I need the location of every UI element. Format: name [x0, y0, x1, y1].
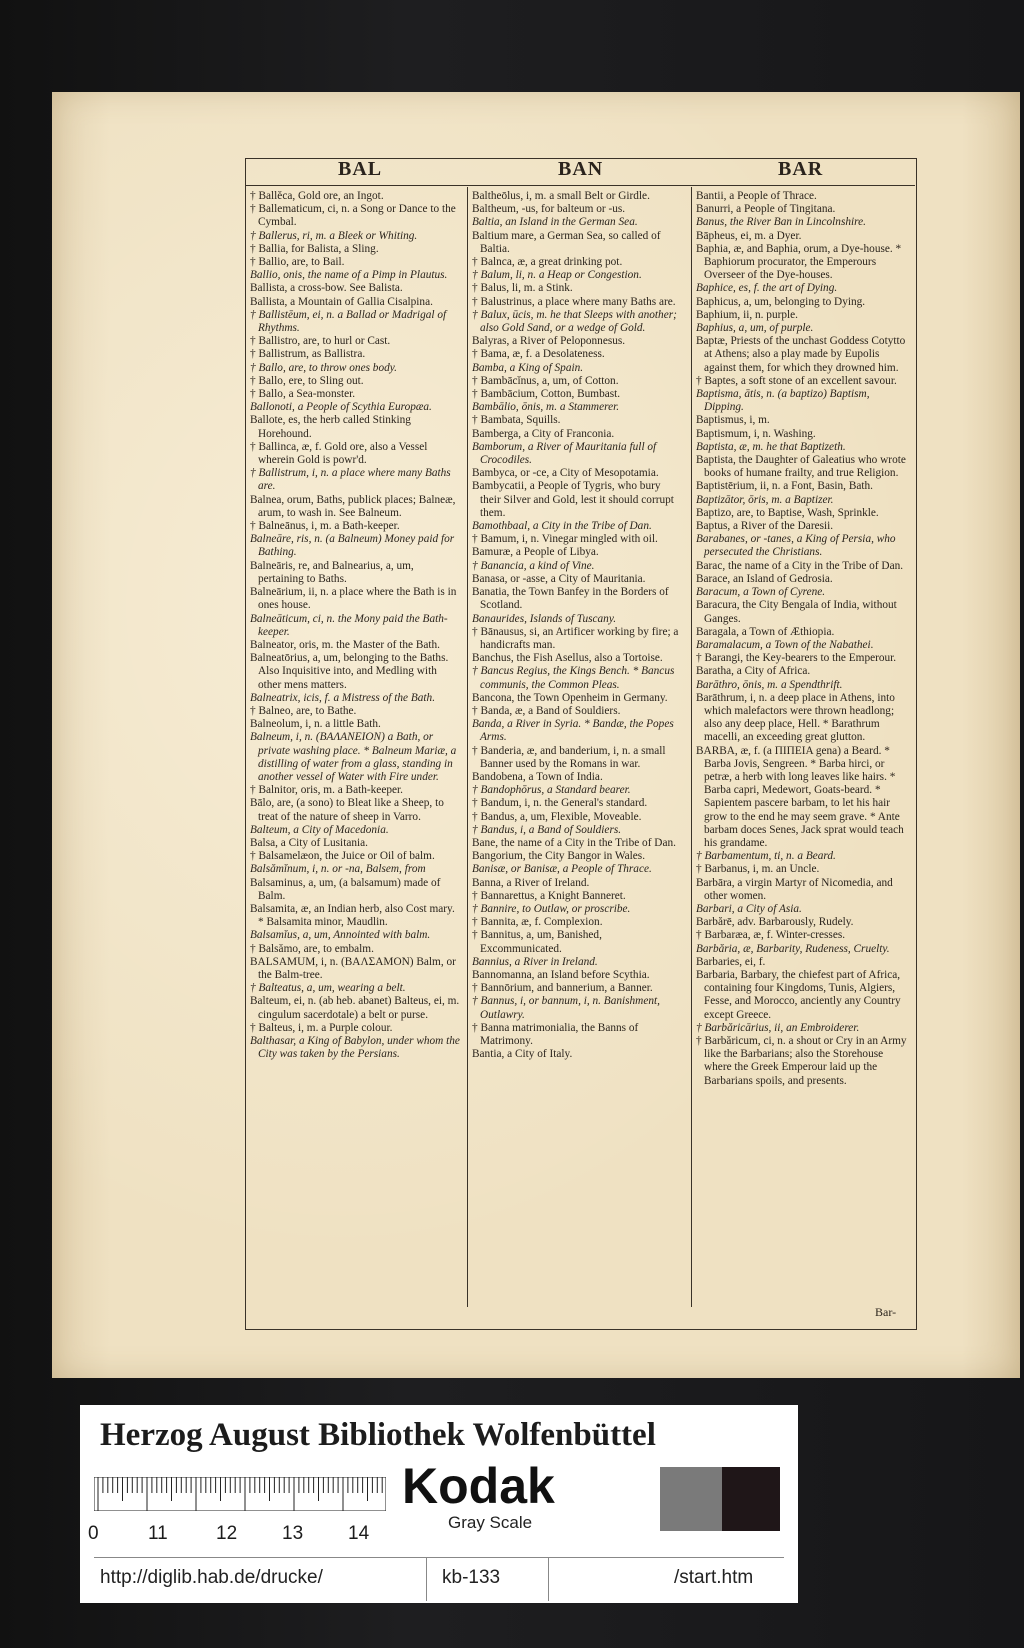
dictionary-entry: † Ballistrum, as Ballistra.	[250, 348, 366, 361]
dictionary-entry: Banna, a River of Ireland.	[472, 876, 590, 889]
dictionary-entry: Balneāticum, ci, n. the Mony paid the Bath-keeper.	[250, 612, 448, 638]
dictionary-entry: Baracura, the City Bengala of India, without Ganges.	[696, 599, 897, 625]
dictionary-entry: † Bandus, i, a Band of Souldiers.	[472, 823, 622, 836]
label-divider	[94, 1557, 784, 1558]
footer-separator	[548, 1557, 549, 1601]
column-rule-1	[467, 187, 468, 1307]
column-left	[250, 190, 462, 1302]
dictionary-entry: † Ballia, for Balista, a Sling.	[250, 242, 379, 255]
dictionary-entry: Balnea, orum, Baths, publick places; Balneæ, arum, to wash in. See Balneum.	[250, 493, 456, 519]
dictionary-entry: Banus, the River Ban in Lincolnshire.	[696, 216, 866, 229]
ruler-scale	[94, 1477, 386, 1511]
dictionary-entry: Barbāra, a virgin Martyr of Nicomedia, and other women.	[696, 876, 893, 902]
headword-right: BAR	[778, 158, 824, 180]
dictionary-entry: † Bambācĭnus, a, um, of Cotton.	[472, 374, 619, 387]
dictionary-entry: Balsamĭus, a, um, Annointed with balm.	[250, 929, 431, 942]
dictionary-entry: Banaurides, Islands of Tuscany.	[472, 612, 617, 625]
dictionary-entry: Baltheōlus, i, m. a small Belt or Girdle.	[472, 190, 650, 202]
dictionary-entry: † Balsamelæon, the Juice or Oil of balm.	[250, 850, 435, 863]
dictionary-entry: Bancona, the Town Openheim in Germany.	[472, 691, 668, 704]
ruler-number: 14	[348, 1523, 370, 1544]
dictionary-entry: † Barbăricārius, ii, an Embroiderer.	[696, 1021, 860, 1034]
dictionary-entry: Balteum, a City of Macedonia.	[250, 823, 389, 836]
dictionary-entry: Barbărē, adv. Barbarously, Rudely.	[696, 916, 854, 929]
dictionary-entry: Baptistērium, ii, n. a Font, Basin, Bath.	[696, 480, 873, 493]
dictionary-entry: Baptista, the Daughter of Galeatius who wrote books of humane frailty, and true Religion.	[696, 454, 906, 480]
dictionary-entry: Banchus, the Fish Asellus, also a Tortoise.	[472, 652, 663, 665]
dictionary-entry: Barace, an Island of Gedrosia.	[696, 572, 833, 585]
dictionary-entry: Baphia, æ, and Baphia, orum, a Dye-house. * Baphiorum procurator, the Emperours Overseer of the Dye-houses.	[696, 242, 902, 282]
library-title: Herzog August Bibliothek Wolfenbüttel	[100, 1417, 656, 1453]
dictionary-entry: Balsa, a City of Lusitania.	[250, 836, 368, 849]
dictionary-entry: † Barbamentum, ti, n. a Beard.	[696, 850, 836, 863]
dictionary-entry: Ballote, es, the herb called Stinking Horehound.	[250, 414, 411, 440]
dictionary-entry: † Bambācium, Cotton, Bumbast.	[472, 388, 621, 401]
dictionary-entry: † Bama, æ, f. a Desolateness.	[472, 348, 605, 361]
ruler-number: 11	[148, 1523, 168, 1544]
header-rule	[245, 185, 915, 186]
dictionary-entry: † Banna matrimonialia, the Banns of Matrimony.	[472, 1021, 639, 1047]
dictionary-entry: † Balteus, i, m. a Purple colour.	[250, 1021, 393, 1034]
dictionary-entry: † Barbanus, i, m. an Uncle.	[696, 863, 820, 876]
dictionary-entry: Bamborum, a River of Mauritania full of Crocodiles.	[472, 440, 657, 467]
dictionary-entry: Barāthrum, i, n. a deep place in Athens, into which malefactors were thrown headlong; also any deep place, Hell. * Barathrum macelli, an exceeding great glutton.	[696, 691, 895, 744]
dictionary-entry: Barbaries, ei, f.	[696, 955, 766, 968]
dictionary-entry: Baptus, a River of the Daresii.	[696, 520, 834, 533]
dictionary-entry: Baracum, a Town of Cyrene.	[696, 586, 826, 599]
dictionary-entry: † Ballinca, æ, f. Gold ore, also a Vessel wherein Gold is powr'd.	[250, 440, 428, 467]
dictionary-entry: Baptisma, ātis, n. (a baptizo) Baptism, Dipping.	[696, 388, 870, 414]
dictionary-entry: Balsămĭnum, i, n. or -na, Balsem, from	[250, 863, 426, 876]
dictionary-entry: Balsaminus, a, um, (a balsamum) made of Balm.	[250, 876, 441, 902]
dictionary-entry: † Balustrinus, a place where many Baths are.	[472, 295, 676, 308]
dictionary-entry: Balsamita, æ, an Indian herb, also Cost mary. * Balsamita minor, Maudlin.	[250, 902, 455, 929]
dictionary-entry: † Ballo, are, to throw ones body.	[250, 361, 397, 374]
dictionary-entry: Baphium, ii, n. purple.	[696, 308, 798, 321]
headword-left: BAL	[338, 158, 383, 180]
dictionary-entry: Ballista, a Mountain of Gallia Cisalpina.	[250, 295, 433, 308]
dictionary-entry: † Banda, æ, a Band of Souldiers.	[472, 704, 621, 717]
dictionary-entry: † Bandum, i, n. the General's standard.	[472, 797, 648, 810]
dictionary-entry: Barabanes, or -tanes, a King of Persia, who persecuted the Christians.	[696, 533, 896, 559]
archive-label	[80, 1405, 798, 1603]
dictionary-entry: † Ballo, a Sea-monster.	[250, 388, 356, 401]
dictionary-entry: † Balneānus, i, m. a Bath-keeper.	[250, 520, 400, 533]
dictionary-entry: Bamuræ, a People of Libya.	[472, 546, 599, 559]
dictionary-entry: Barac, the name of a City in the Tribe of Dan.	[696, 559, 904, 572]
dictionary-entry: † Balsămo, are, to embalm.	[250, 942, 374, 955]
dictionary-entry: Bannius, a River in Ireland.	[472, 955, 598, 968]
dictionary-entry: Baptizātor, ōris, m. a Baptizer.	[696, 493, 834, 506]
dictionary-entry: † Bamum, i, n. Vinegar mingled with oil.	[472, 533, 658, 546]
dictionary-entry: Balneatrix, icis, f. a Mistress of the Bath.	[250, 691, 436, 704]
headword-center: BAN	[558, 158, 604, 180]
dictionary-entry: Balneatōrius, a, um, belonging to the Baths. Also Inquisitive into, and Medling with other mens matters.	[250, 652, 449, 691]
dictionary-entry: Bamothbaal, a City in the Tribe of Dan.	[472, 520, 652, 533]
dictionary-entry: Barbăria, æ, Barbarity, Rudeness, Cruelty.	[696, 942, 890, 955]
dictionary-entry: † Bannitus, a, um, Banished, Excommunicated.	[472, 929, 602, 955]
dictionary-entry: Baphicus, a, um, belonging to Dying.	[696, 295, 866, 308]
dictionary-entry: Balyras, a River of Peloponnesus.	[472, 335, 626, 348]
dictionary-entry: † Ballio, are, to Bail.	[250, 256, 345, 269]
column-right	[696, 190, 908, 1302]
dictionary-entry: † Ballĕca, Gold ore, an Ingot.	[250, 190, 384, 202]
dictionary-entry: † Barbăricum, ci, n. a shout or Cry in an Army like the Barbarians; also the Storehouse where the Greek Emperour laid up the Barbarians spoils, and presents.	[696, 1035, 907, 1087]
column-rule-2	[691, 187, 692, 1307]
dictionary-entry: Baltia, an Island in the German Sea.	[472, 216, 638, 229]
dictionary-entry: † Bannōrium, and bannerium, a Banner.	[472, 982, 653, 995]
dictionary-entry: Banda, a River in Syria. * Bandæ, the Popes Arms.	[472, 718, 674, 744]
dictionary-entry: BALSAMUM, i, n. (ΒΑΛΣΑΜΟΝ) Balm, or the Balm-tree.	[250, 955, 456, 981]
dictionary-entry: Baramalacum, a Town of the Nabathei.	[696, 638, 874, 651]
dictionary-entry: Bane, the name of a City in the Tribe of Dan.	[472, 836, 676, 849]
dictionary-entry: † Bannire, to Outlaw, or proscribe.	[472, 902, 631, 915]
dictionary-entry: Bantii, a People of Thrace.	[696, 190, 817, 202]
dictionary-entry: † Barbaræa, æ, f. Winter-cresses.	[696, 929, 846, 942]
dictionary-entry: Bālo, are, (a sono) to Bleat like a Sheep, to treat of the nature of sheep in Varro.	[250, 797, 444, 823]
dictionary-entry: † Banancia, a kind of Vine.	[472, 559, 595, 572]
ruler-number: 12	[216, 1523, 238, 1544]
dictionary-entry: Banatia, the Town Banfey in the Borders of Scotland.	[472, 586, 669, 612]
dictionary-entry: Ballista, a cross-bow. See Balista.	[250, 282, 403, 295]
gray-swatch-dark	[722, 1467, 780, 1531]
dictionary-entry: † Bannita, æ, f. Complexion.	[472, 916, 603, 929]
dictionary-entry: Banisæ, or Banisæ, a People of Thrace.	[472, 863, 652, 876]
gray-scale-label: Gray Scale	[448, 1513, 533, 1532]
dictionary-entry: Bambycatii, a People of Tygris, who bury their Silver and Gold, lest it should corrupt them.	[472, 480, 674, 519]
ruler-numbers	[88, 1523, 388, 1547]
shelfmark-code: kb-133	[442, 1567, 501, 1588]
dictionary-entry: Balneāre, ris, n. (a Balneum) Money paid for Bathing.	[250, 533, 455, 559]
dictionary-entry: † Ballistrum, i, n. a place where many Baths are.	[250, 467, 451, 493]
dictionary-entry: † Balus, li, m. a Stink.	[472, 282, 573, 295]
dictionary-entry: † Balneo, are, to Bathe.	[250, 704, 357, 717]
dictionary-entry: Banasa, or -asse, a City of Mauritania.	[472, 572, 646, 585]
dictionary-entry: Bangorium, the City Bangor in Wales.	[472, 850, 646, 863]
catchword: Bar-	[875, 1305, 897, 1319]
dictionary-entry: Baratha, a City of Africa.	[696, 665, 811, 678]
dictionary-entry: † Bandophōrus, a Standard bearer.	[472, 784, 631, 797]
dictionary-entry: Ballonoti, a People of Scythia Europæa.	[250, 401, 432, 414]
dictionary-entry: † Ballerus, ri, m. a Bleek or Whiting.	[250, 229, 418, 242]
dictionary-entry: † Bancus Regius, the Kings Bench. * Bancus communis, the Common Pleas.	[472, 665, 675, 691]
dictionary-entry: Baphius, a, um, of purple.	[696, 322, 814, 335]
dictionary-entry: † Balux, ūcis, m. he that Sleeps with another; also Gold Sand, or a wedge of Gold.	[472, 308, 677, 335]
dictionary-entry: † Bambata, Squills.	[472, 414, 561, 427]
dictionary-entry: † Balnitor, oris, m. a Bath-keeper.	[250, 784, 403, 797]
dictionary-entry: Balneator, oris, m. the Master of the Bath.	[250, 638, 440, 651]
dictionary-entry: Balthasar, a King of Babylon, under whom the City was taken by the Persians.	[250, 1035, 460, 1061]
dictionary-entry: † Ballistro, are, to hurl or Cast.	[250, 335, 391, 348]
start-link: /start.htm	[674, 1567, 754, 1588]
dictionary-entry: Bamba, a King of Spain.	[472, 361, 584, 374]
dictionary-entry: Balneum, i, n. (ΒΑΛΑΝΕΙΟΝ) a Bath, or private washing place. * Balneum Mariæ, a distilling of water from a glass, standing in another vessel of Water with Fire under.	[250, 731, 457, 783]
dictionary-entry: † Bānausus, si, an Artificer working by fire; a handicrafts man.	[472, 625, 679, 651]
dictionary-entry: Baptismus, i, m.	[696, 414, 770, 427]
dictionary-entry: Banurri, a People of Tingitana.	[696, 203, 836, 216]
kodak-logo: Kodak	[402, 1458, 555, 1514]
dictionary-entry: BARBA, æ, f. (a ΠΙΠΕΙΑ gena) a Beard. * Barba Jovis, Sengreen. * Barba hirci, or petræ, a herb with long leaves like hairs. * Barba capri, Medewort, Goats-beard. * Sapientem pascere barbam, to let his hair grow to the end he may seem grave. * Ante barbam doces Senes, Jack sprat would teach his grandame.	[696, 744, 904, 849]
dictionary-entry: Ballio, onis, the name of a Pimp in Plautus.	[250, 269, 448, 282]
dictionary-entry: Baptæ, Priests of the unchast Goddess Cotytto at Athens; also a play made by Eupolis against them, for which they drowned him.	[696, 335, 906, 374]
dictionary-entry: † Balteatus, a, um, wearing a belt.	[250, 982, 406, 995]
dictionary-entry: † Bannus, i, or bannum, i, n. Banishment, Outlawry.	[472, 995, 660, 1021]
dictionary-entry: † Baptes, a soft stone of an excellent savour.	[696, 374, 897, 387]
gray-swatch-mid	[660, 1467, 722, 1531]
dictionary-entry: Bantia, a City of Italy.	[472, 1048, 573, 1061]
dictionary-entry: Baphice, es, f. the art of Dying.	[696, 282, 838, 295]
dictionary-entry: Barāthro, ōnis, m. a Spendthrift.	[696, 678, 843, 691]
dictionary-entry: Balneārium, ii, n. a place where the Bath is in ones house.	[250, 586, 457, 612]
dictionary-entry: Balneolum, i, n. a little Bath.	[250, 718, 381, 731]
dictionary-entry: Baptismum, i, n. Washing.	[696, 427, 816, 440]
column-center	[472, 190, 684, 1302]
dictionary-entry: Baltium mare, a German Sea, so called of Baltia.	[472, 229, 661, 255]
dictionary-entry: † Barangi, the Key-bearers to the Emperour.	[696, 652, 897, 665]
dictionary-entry: Bambālio, ōnis, m. a Stammerer.	[472, 401, 620, 414]
dictionary-entry: † Ballematicum, ci, n. a Song or Dance to the Cymbal.	[250, 203, 456, 229]
dictionary-entry: Barbaria, Barbary, the chiefest part of Africa, containing four Kingdoms, Tunis, Algiers, Fesse, and Morocco, anciently any Country except Greece.	[696, 968, 901, 1021]
dictionary-entry: Baptizo, are, to Baptise, Wash, Sprinkle.	[696, 506, 879, 519]
dictionary-entry: Barbari, a City of Asia.	[696, 902, 802, 915]
dictionary-entry: Bandobena, a Town of India.	[472, 770, 603, 783]
dictionary-entry: Bannomanna, an Island before Scythia.	[472, 968, 650, 981]
dictionary-entry: Balneāris, re, and Balnearius, a, um, pertaining to Baths.	[250, 559, 414, 585]
dictionary-entry: Baltheum, -us, for balteum or -us.	[472, 203, 626, 216]
footer-separator	[426, 1557, 427, 1601]
dictionary-entry: Bambyca, or -ce, a City of Mesopotamia.	[472, 467, 659, 480]
dictionary-entry: † Balnca, æ, a great drinking pot.	[472, 256, 623, 269]
dictionary-entry: Balteum, ei, n. (ab heb. abanet) Balteus, ei, m. cingulum sacerdotale) a belt or purse.	[250, 995, 460, 1021]
ruler-number: 0	[88, 1523, 99, 1544]
dictionary-entry: † Bannarettus, a Knight Banneret.	[472, 889, 626, 902]
dictionary-entry: † Bandus, a, um, Flexible, Moveable.	[472, 810, 642, 823]
dictionary-entry: † Ballo, ere, to Sling out.	[250, 374, 364, 387]
digital-library-url: http://diglib.hab.de/drucke/	[100, 1567, 323, 1588]
dictionary-entry: Baptista, æ, m. he that Baptizeth.	[696, 440, 846, 453]
dictionary-entry: Bāpheus, ei, m. a Dyer.	[696, 229, 802, 242]
dictionary-entry: † Banderia, æ, and banderium, i, n. a small Banner used by the Romans in war.	[472, 744, 666, 770]
dictionary-entry: † Ballistēum, ei, n. a Ballad or Madrigal of Rhythms.	[250, 308, 447, 335]
dictionary-entry: Bamberga, a City of Franconia.	[472, 427, 615, 440]
dictionary-entry: † Balum, li, n. a Heap or Congestion.	[472, 269, 642, 282]
ruler-number: 13	[282, 1523, 304, 1544]
dictionary-entry: Baragala, a Town of Æthiopia.	[696, 625, 835, 638]
